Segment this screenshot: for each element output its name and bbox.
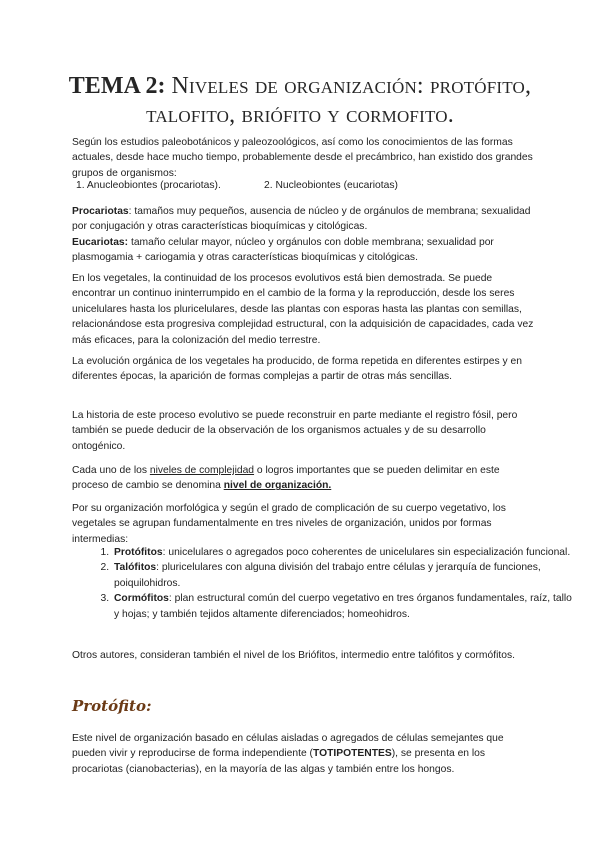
list-item-talofitos	[112, 560, 574, 591]
paragraph-organic-evolution: La evolución orgánica de los vegetales ha producido, de forma repetida en diferentes estirpes y en diferentes épocas, la aparición de formas complejas a partir de otras más sencillas.	[72, 356, 522, 383]
paragraph-evolution-continuity: En los vegetales, la continuidad de los procesos evolutivos está bien demostrada. Se puede encontrar un continuo ininterrumpido en el cambio de la forma y la reproducción, desde los seres unicelulares hasta los pluricelulares, desde las plantas con esporas hasta las plantas con semillas, relacionándose esta progresiva complejidad estructural, con la adquisición de capacidades, cada vez más eficaces, para la colonización del medio terrestre.	[72, 273, 534, 346]
protofito-text-b: ), se presenta en los procariotas (cianobacterias), en la mayoría de las algas y también entre los hongos.	[72, 748, 486, 775]
paragraph-organization-level	[72, 463, 534, 494]
prokaryote-definition	[72, 204, 534, 235]
level-text: : pluricelulares con alguna división del trabajo entre células y jerarquía de funciones, poiquilohidros.	[114, 562, 541, 589]
p4-text-b: o logros importantes que se pueden delimitar en este proceso de cambio se denomina	[72, 465, 500, 492]
eukaryote-text: tamaño celular mayor, núcleo y orgánulos con doble membrana; sexualidad por plasmogamia + cariogamia y otras características bioquímicas y citológicas.	[72, 237, 494, 264]
paragraph-other-authors: Otros autores, consideran también el nivel de los Briófitos, intermedio entre talófitos y cormófitos.	[72, 650, 515, 661]
p4-text-a: Cada uno de los	[72, 465, 150, 476]
level-text: : plan estructural común del cuerpo vegetativo en tres órganos fundamentales, raíz, tallo y hojas; y también tejidos altamente diferenciados; homeohidros.	[114, 593, 572, 620]
level-term: Talófitos	[114, 562, 157, 574]
section-heading-protofito: Protófito:	[72, 697, 152, 715]
organization-level-term: nivel de organización.	[223, 480, 332, 492]
title-text: Niveles de organización: protófito, talofito, briófito y cormofito.	[146, 73, 532, 128]
intro-paragraph: Según los estudios paleobotánicos y paleozoológicos, así como los conocimientos de las formas actuales, desde hace mucho tiempo, probablemente desde el precámbrico, han existido dos grandes grupos de organismos:	[72, 137, 533, 179]
list-item-cormofitos	[112, 591, 574, 622]
title-label: TEMA 2:	[68, 73, 166, 99]
paragraph-fossil-record: La historia de este proceso evolutivo se puede reconstruir en parte mediante el registro fósil, pero también se puede deducir de la observación de los organismos actuales y de su desarrollo ontogénico.	[72, 410, 518, 452]
group-nucleobiontes: 2. Nucleobiontes (eucariotas)	[264, 180, 398, 191]
paragraph-three-levels: Por su organización morfológica y según el grado de complicación de su cuerpo vegetativo, los vegetales se agrupan fundamentalmente en tres niveles de organización, unidos por formas intermedias:	[72, 503, 506, 545]
group-anucleobiontes: 1. Anucleobiontes (procariotas).	[76, 180, 221, 191]
list-item-protofitos	[112, 545, 574, 560]
prokaryote-term: Procariotas	[72, 206, 129, 217]
paragraph-protofito	[72, 731, 534, 777]
protofito-text-a: Este nivel de organización basado en células aisladas o agregados de células semejantes que pueden vivir y reproducirse de forma independiente (	[72, 733, 504, 760]
complexity-levels-link[interactable]: niveles de complejidad	[149, 465, 255, 476]
eukaryote-term: Eucariotas:	[72, 237, 129, 248]
totipotentes-term: TOTIPOTENTES	[312, 748, 392, 760]
prokaryote-text: : tamaños muy pequeños, ausencia de núcleo y de orgánulos de membrana; sexualidad por conjugación y otras características bioquímicas y citológicas.	[72, 206, 531, 233]
page-title	[40, 72, 560, 130]
eukaryote-definition	[72, 235, 534, 266]
level-text: : unicelulares o agregados poco coherentes de unicelulares sin especialización funcional.	[162, 547, 571, 558]
organization-levels-list	[72, 545, 574, 622]
level-term: Protófitos	[114, 547, 163, 558]
level-term: Cormófitos	[114, 593, 169, 605]
